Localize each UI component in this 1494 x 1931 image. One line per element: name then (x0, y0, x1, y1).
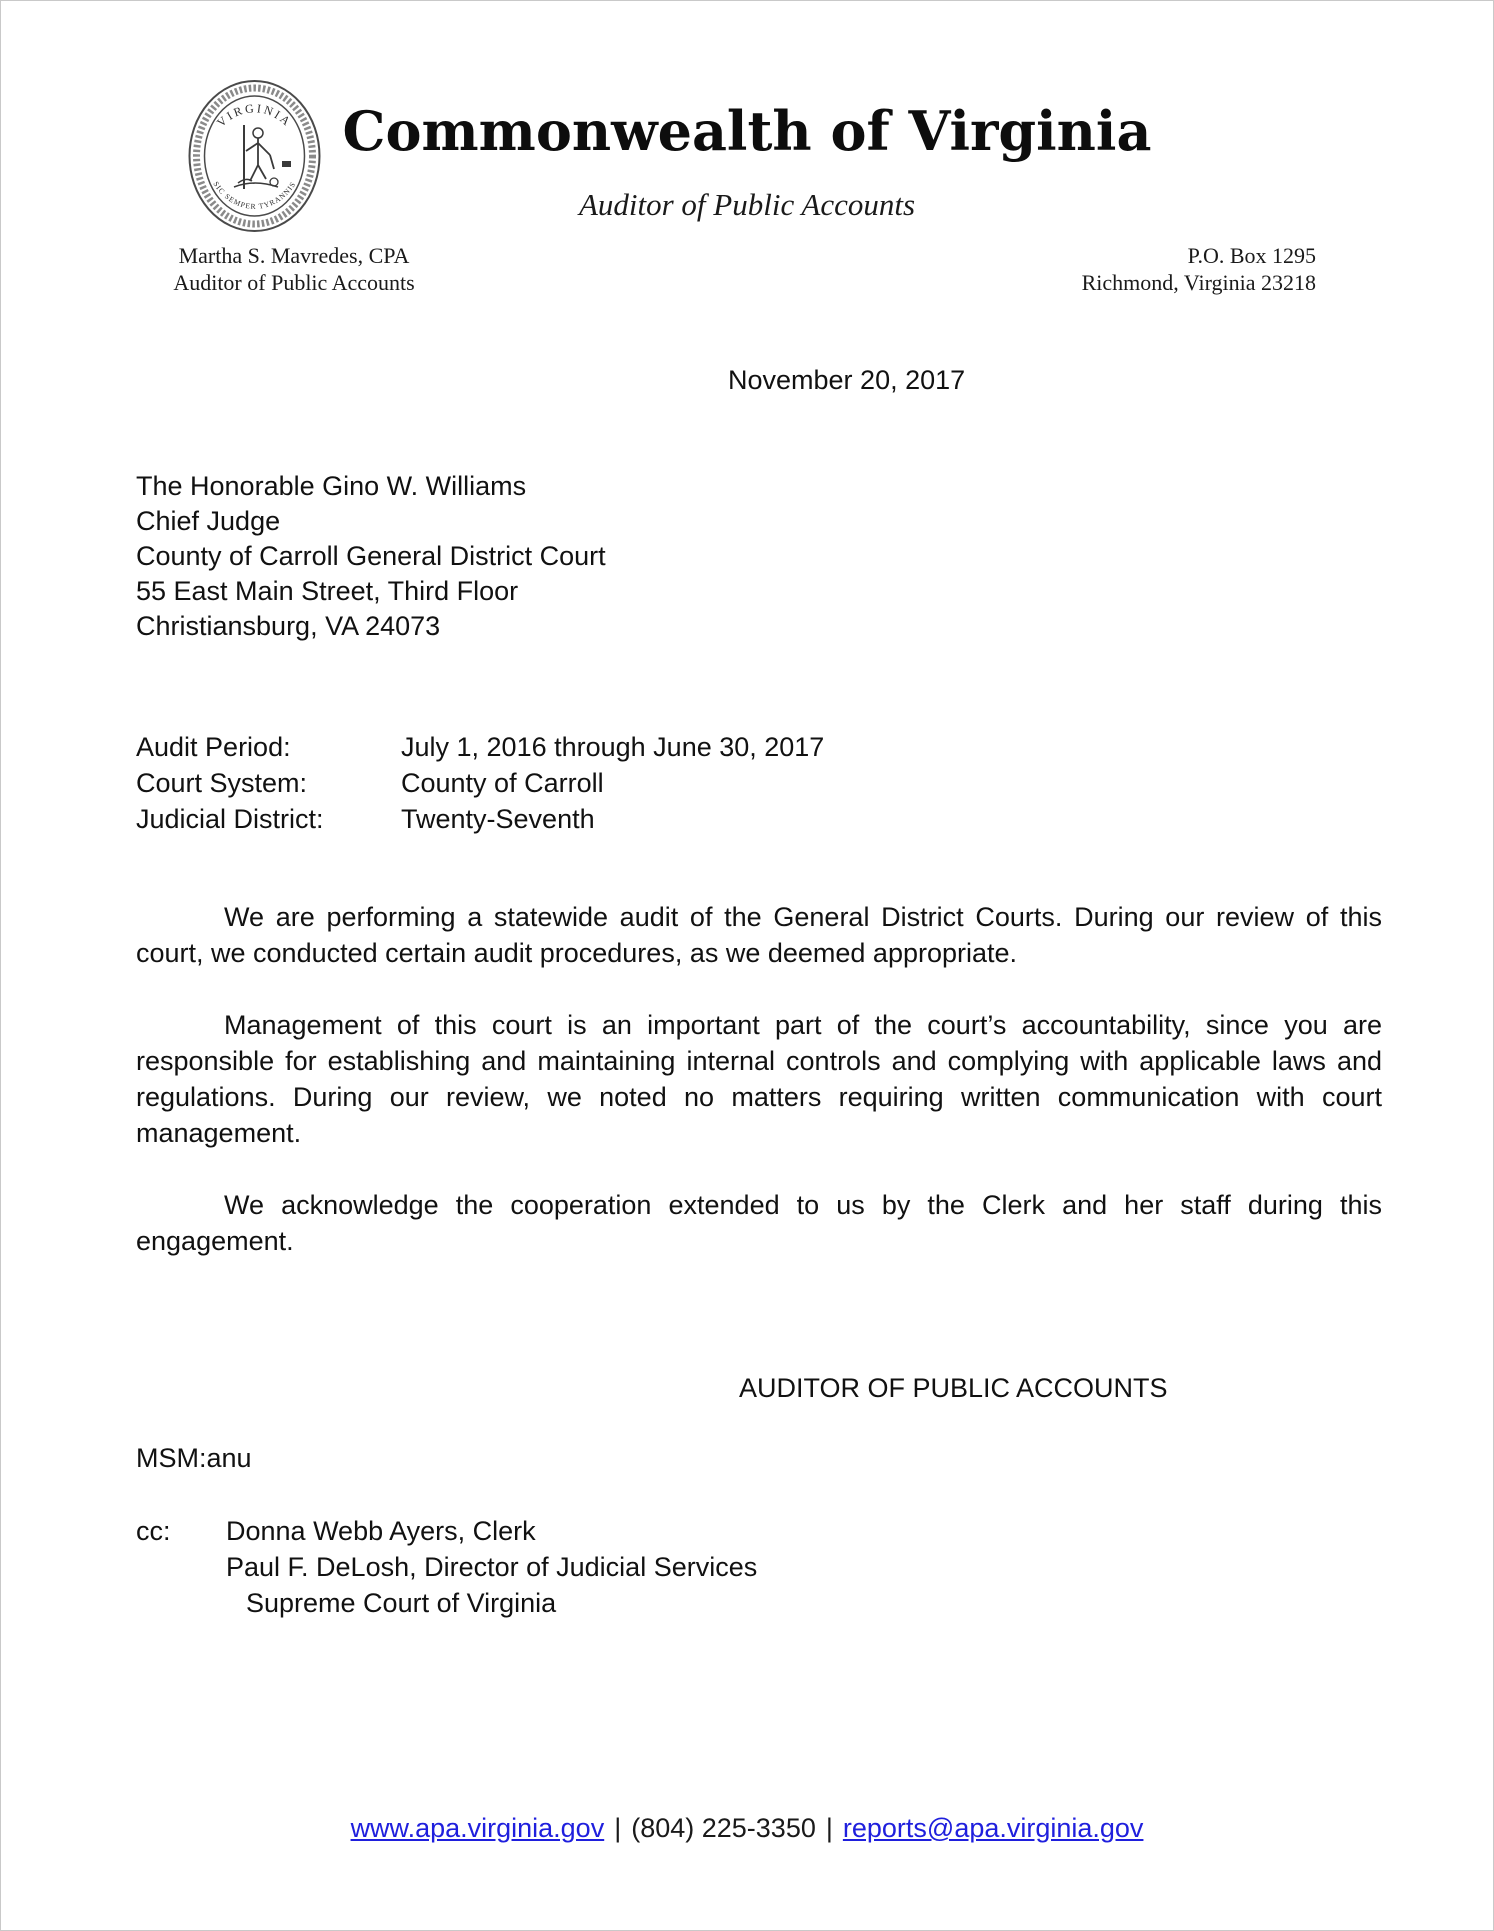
recipient-address-block (136, 469, 606, 644)
audit-period-value: July 1, 2016 through June 30, 2017 (401, 732, 825, 762)
footer-separator: | (825, 1813, 833, 1843)
judicial-district-label: Judicial District: (136, 804, 324, 834)
paragraph-3 (136, 1187, 1382, 1259)
cc-name-clerk: Donna Webb Ayers, Clerk (226, 1516, 536, 1546)
paragraph-1-line: We are performing a statewide audit of the General District Courts. During our review of this (224, 902, 1382, 932)
official-name: Martha S. Mavredes, CPA (178, 243, 410, 268)
cc-block (136, 1513, 757, 1621)
cc-name-director: Paul F. DeLosh, Director of Judicial Services (226, 1552, 758, 1582)
cc-names (226, 1513, 757, 1621)
po-box-line: P.O. Box 1295 (1187, 243, 1316, 268)
audit-period-row (136, 729, 824, 765)
cc-name-supreme-court: Supreme Court of Virginia (246, 1588, 557, 1618)
audit-period-label: Audit Period: (136, 732, 291, 762)
city-state-zip-line: Richmond, Virginia 23218 (1081, 270, 1316, 295)
cc-row (136, 1513, 757, 1621)
svg-text:SIC SEMPER TYRANNIS: SIC SEMPER TYRANNIS (211, 179, 298, 211)
reference-initials: MSM:anu (136, 1443, 252, 1473)
court-system-value: County of Carroll (401, 768, 604, 798)
recipient-court: County of Carroll General District Court (136, 541, 606, 571)
org-subtitle: Auditor of Public Accounts (578, 187, 916, 222)
official-block (169, 242, 419, 296)
paragraph-1-line: court, we conducted certain audit procedures, as we deemed appropriate. (136, 938, 1018, 968)
judicial-district-value: Twenty-Seventh (401, 804, 595, 834)
court-system-row (136, 765, 824, 801)
recipient-city: Christiansburg, VA 24073 (136, 611, 441, 641)
phone-number: (804) 225-3350 (631, 1813, 816, 1843)
paragraph-1 (136, 899, 1382, 971)
paragraph-2-line: Management of this court is an important part of the court’s accountability, since you are (224, 1010, 1382, 1040)
paragraph-2-line: responsible for establishing and maintaining internal controls and complying with applicable laws and (136, 1046, 1382, 1076)
footer-separator: | (614, 1813, 622, 1843)
recipient-street: 55 East Main Street, Third Floor (136, 576, 519, 606)
footer-contact-line (1, 1813, 1493, 1844)
org-title: Commonwealth of Virginia (342, 99, 1152, 163)
recipient-title: Chief Judge (136, 506, 281, 536)
judicial-district-row (136, 801, 824, 837)
paragraph-2 (136, 1007, 1382, 1151)
paragraph-2-line: regulations. During our review, we noted no matters requiring written communication with court (136, 1082, 1382, 1112)
paragraph-2-line: management. (136, 1118, 302, 1148)
official-title: Auditor of Public Accounts (173, 270, 415, 295)
paragraph-3-line: engagement. (136, 1226, 294, 1256)
audit-info-block (136, 729, 824, 837)
website-link[interactable]: www.apa.virginia.gov (350, 1813, 605, 1843)
paragraph-3-line: We acknowledge the cooperation extended to us by the Clerk and her staff during this (224, 1190, 1382, 1220)
recipient-name: The Honorable Gino W. Williams (136, 471, 527, 501)
signature-org-line: AUDITOR OF PUBLIC ACCOUNTS (739, 1373, 1168, 1403)
office-address-block (996, 242, 1316, 296)
court-system-label: Court System: (136, 768, 308, 798)
email-link[interactable]: reports@apa.virginia.gov (842, 1813, 1144, 1843)
cc-label: cc: (136, 1516, 171, 1546)
svg-text:VIRGINIA: VIRGINIA (214, 101, 295, 130)
letter-date: November 20, 2017 (728, 365, 966, 395)
